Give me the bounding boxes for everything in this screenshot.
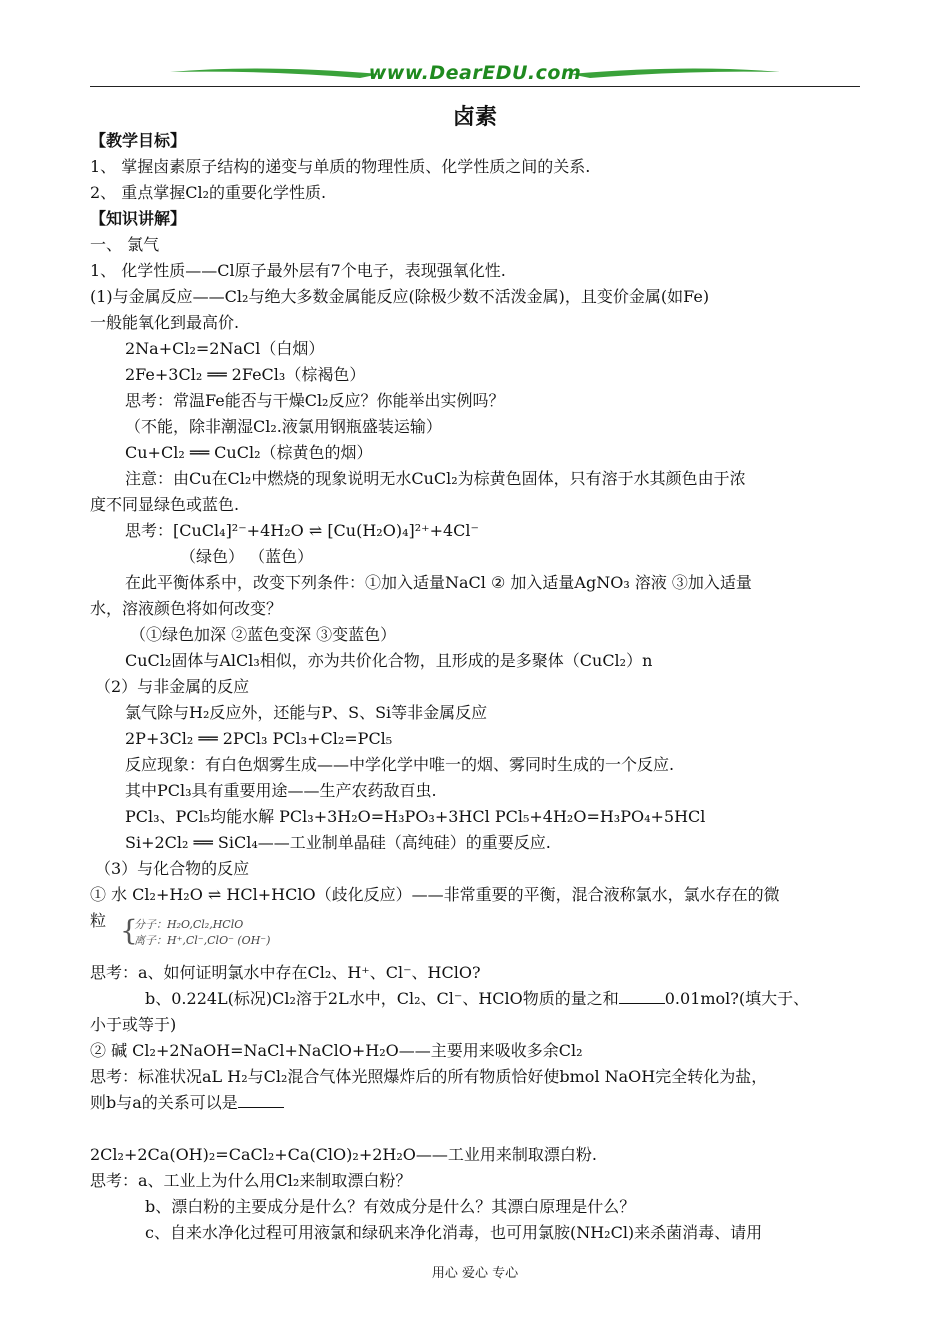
subheading-chlorine: 一、 氯气: [90, 235, 160, 254]
equation-line: 2Cl₂+2Ca(OH)₂=CaCl₂+Ca(ClO)₂+2H₂O——工业用来制取漂白粉.: [90, 1145, 597, 1164]
answer-line: （不能，除非潮湿Cl₂.液氯用钢瓶盛装运输）: [125, 417, 442, 436]
paragraph-line: 在此平衡体系中，改变下列条件：①加入适量NaCl ② 加入适量AgNO₃ 溶液 ③加入适量: [125, 573, 752, 592]
paragraph-line: 注意：由Cu在Cl₂中燃烧的现象说明无水CuCl₂为棕黄色固体，只有溶于水其颜色由于浓: [125, 469, 746, 488]
section-heading-goals: 【教学目标】: [90, 131, 187, 150]
color-labels: （绿色） （蓝色）: [180, 547, 314, 566]
subheading-compounds: （3）与化合物的反应: [95, 859, 250, 878]
brace-molecules: 分子：H₂O,Cl₂,HClO: [134, 918, 244, 931]
equation-line: 2Fe+3Cl₂ ══ 2FeCl₃（棕褐色）: [125, 365, 366, 384]
subheading-nonmetal: （2）与非金属的反应: [95, 677, 250, 696]
paragraph-line: 一般能氧化到最高价.: [90, 313, 240, 332]
question-line: [90, 1092, 284, 1114]
paragraph-line: 氯气除与H₂反应外，还能与P、S、Si等非金属反应: [125, 703, 488, 722]
equation-line: ① 水 Cl₂+H₂O ⇌ HCl+HClO（歧化反应）——非常重要的平衡，混合液称氯水，氯水存在的微: [90, 885, 780, 904]
particle-brace: [120, 914, 380, 950]
site-logo[interactable]: www.DearEDU.com: [368, 62, 582, 84]
goal-item-1: 1、 掌握卤素原子结构的递变与单质的物理性质、化学性质之间的关系.: [90, 157, 591, 176]
paragraph-line: 反应现象：有白色烟雾生成——中学化学中唯一的烟、雾同时生成的一个反应.: [125, 755, 675, 774]
question-line: 思考：标准状况aL H₂与Cl₂混合气体光照爆炸后的所有物质恰好使bmol NaOH完全转化为盐，: [90, 1067, 768, 1086]
equation-line: 思考：[CuCl₄]²⁻+4H₂O ⇌ [Cu(H₂O)₄]²⁺+4Cl⁻: [125, 521, 479, 540]
paragraph-line: 其中PCl₃具有重要用途——生产农药敌百虫.: [125, 781, 437, 800]
question-line: 思考：a、如何证明氯水中存在Cl₂、H⁺、Cl⁻、HClO?: [90, 963, 481, 982]
page-header: [90, 62, 860, 90]
question-text: 0.01mol?(填大于、: [664, 989, 810, 1008]
question-text: 则b与a的关系可以是: [90, 1093, 238, 1112]
brace-ions: 离子：H⁺,Cl⁻,ClO⁻ (OH⁻): [134, 934, 271, 947]
equation-line: 2P+3Cl₂ ══ 2PCl₃ PCl₃+Cl₂=PCl₅: [125, 729, 393, 748]
equation-line: Cu+Cl₂ ══ CuCl₂（棕黄色的烟）: [125, 443, 373, 462]
equation-line: ② 碱 Cl₂+2NaOH=NaCl+NaClO+H₂O——主要用来吸收多余Cl₂: [90, 1041, 583, 1060]
question-line: c、自来水净化过程可用液氯和绿矾来净化消毒，也可用氯胺(NH₂Cl)来杀菌消毒、请用: [145, 1223, 763, 1242]
paragraph-line: 小于或等于): [90, 1015, 177, 1034]
question-line: [145, 988, 809, 1010]
paragraph-line: CuCl₂固体与AlCl₃相似，亦为共价化合物，且形成的是多聚体（CuCl₂）n: [125, 651, 653, 670]
header-rule: [90, 86, 860, 87]
paragraph-line: 度不同显绿色或蓝色.: [90, 495, 240, 514]
question-line: 思考：常温Fe能否与干燥Cl₂反应？你能举出实例吗？: [125, 391, 505, 410]
question-text: b、0.224L(标况)Cl₂溶于2L水中，Cl₂、Cl⁻、HClO物质的量之和: [145, 989, 619, 1008]
equation-line: PCl₃、PCl₅均能水解 PCl₃+3H₂O=H₃PO₃+3HCl PCl₅+4H₂O=H₃PO₄+5HCl: [125, 807, 706, 826]
answer-line: （①绿色加深 ②蓝色变深 ③变蓝色）: [130, 625, 397, 644]
brace-icon: {: [120, 914, 138, 947]
section-heading-knowledge: 【知识讲解】: [90, 209, 187, 228]
equation-line: Si+2Cl₂ ══ SiCl₄——工业制单晶硅（高纯硅）的重要反应.: [125, 833, 551, 852]
page-footer: 用心 爱心 专心: [431, 1266, 519, 1281]
paragraph-line: 粒: [90, 911, 107, 930]
paragraph-line: (1)与金属反应——Cl₂与绝大多数金属能反应(除极少数不活泼金属)，且变价金属(如Fe): [90, 287, 710, 306]
equation-line: 2Na+Cl₂=2NaCl（白烟）: [125, 339, 325, 358]
paragraph-line: 1、 化学性质——Cl原子最外层有7个电子，表现强氧化性.: [90, 261, 506, 280]
question-line: b、漂白粉的主要成分是什么？有效成分是什么？其漂白原理是什么？: [145, 1197, 636, 1216]
fill-blank[interactable]: [619, 989, 665, 1004]
question-line: 思考：a、工业上为什么用Cl₂来制取漂白粉？: [90, 1171, 412, 1190]
fill-blank[interactable]: [238, 1093, 284, 1108]
page-title: 卤素: [452, 105, 497, 130]
paragraph-line: 水，溶液颜色将如何改变？: [90, 599, 283, 618]
goal-item-2: 2、 重点掌握Cl₂的重要化学性质.: [90, 183, 327, 202]
